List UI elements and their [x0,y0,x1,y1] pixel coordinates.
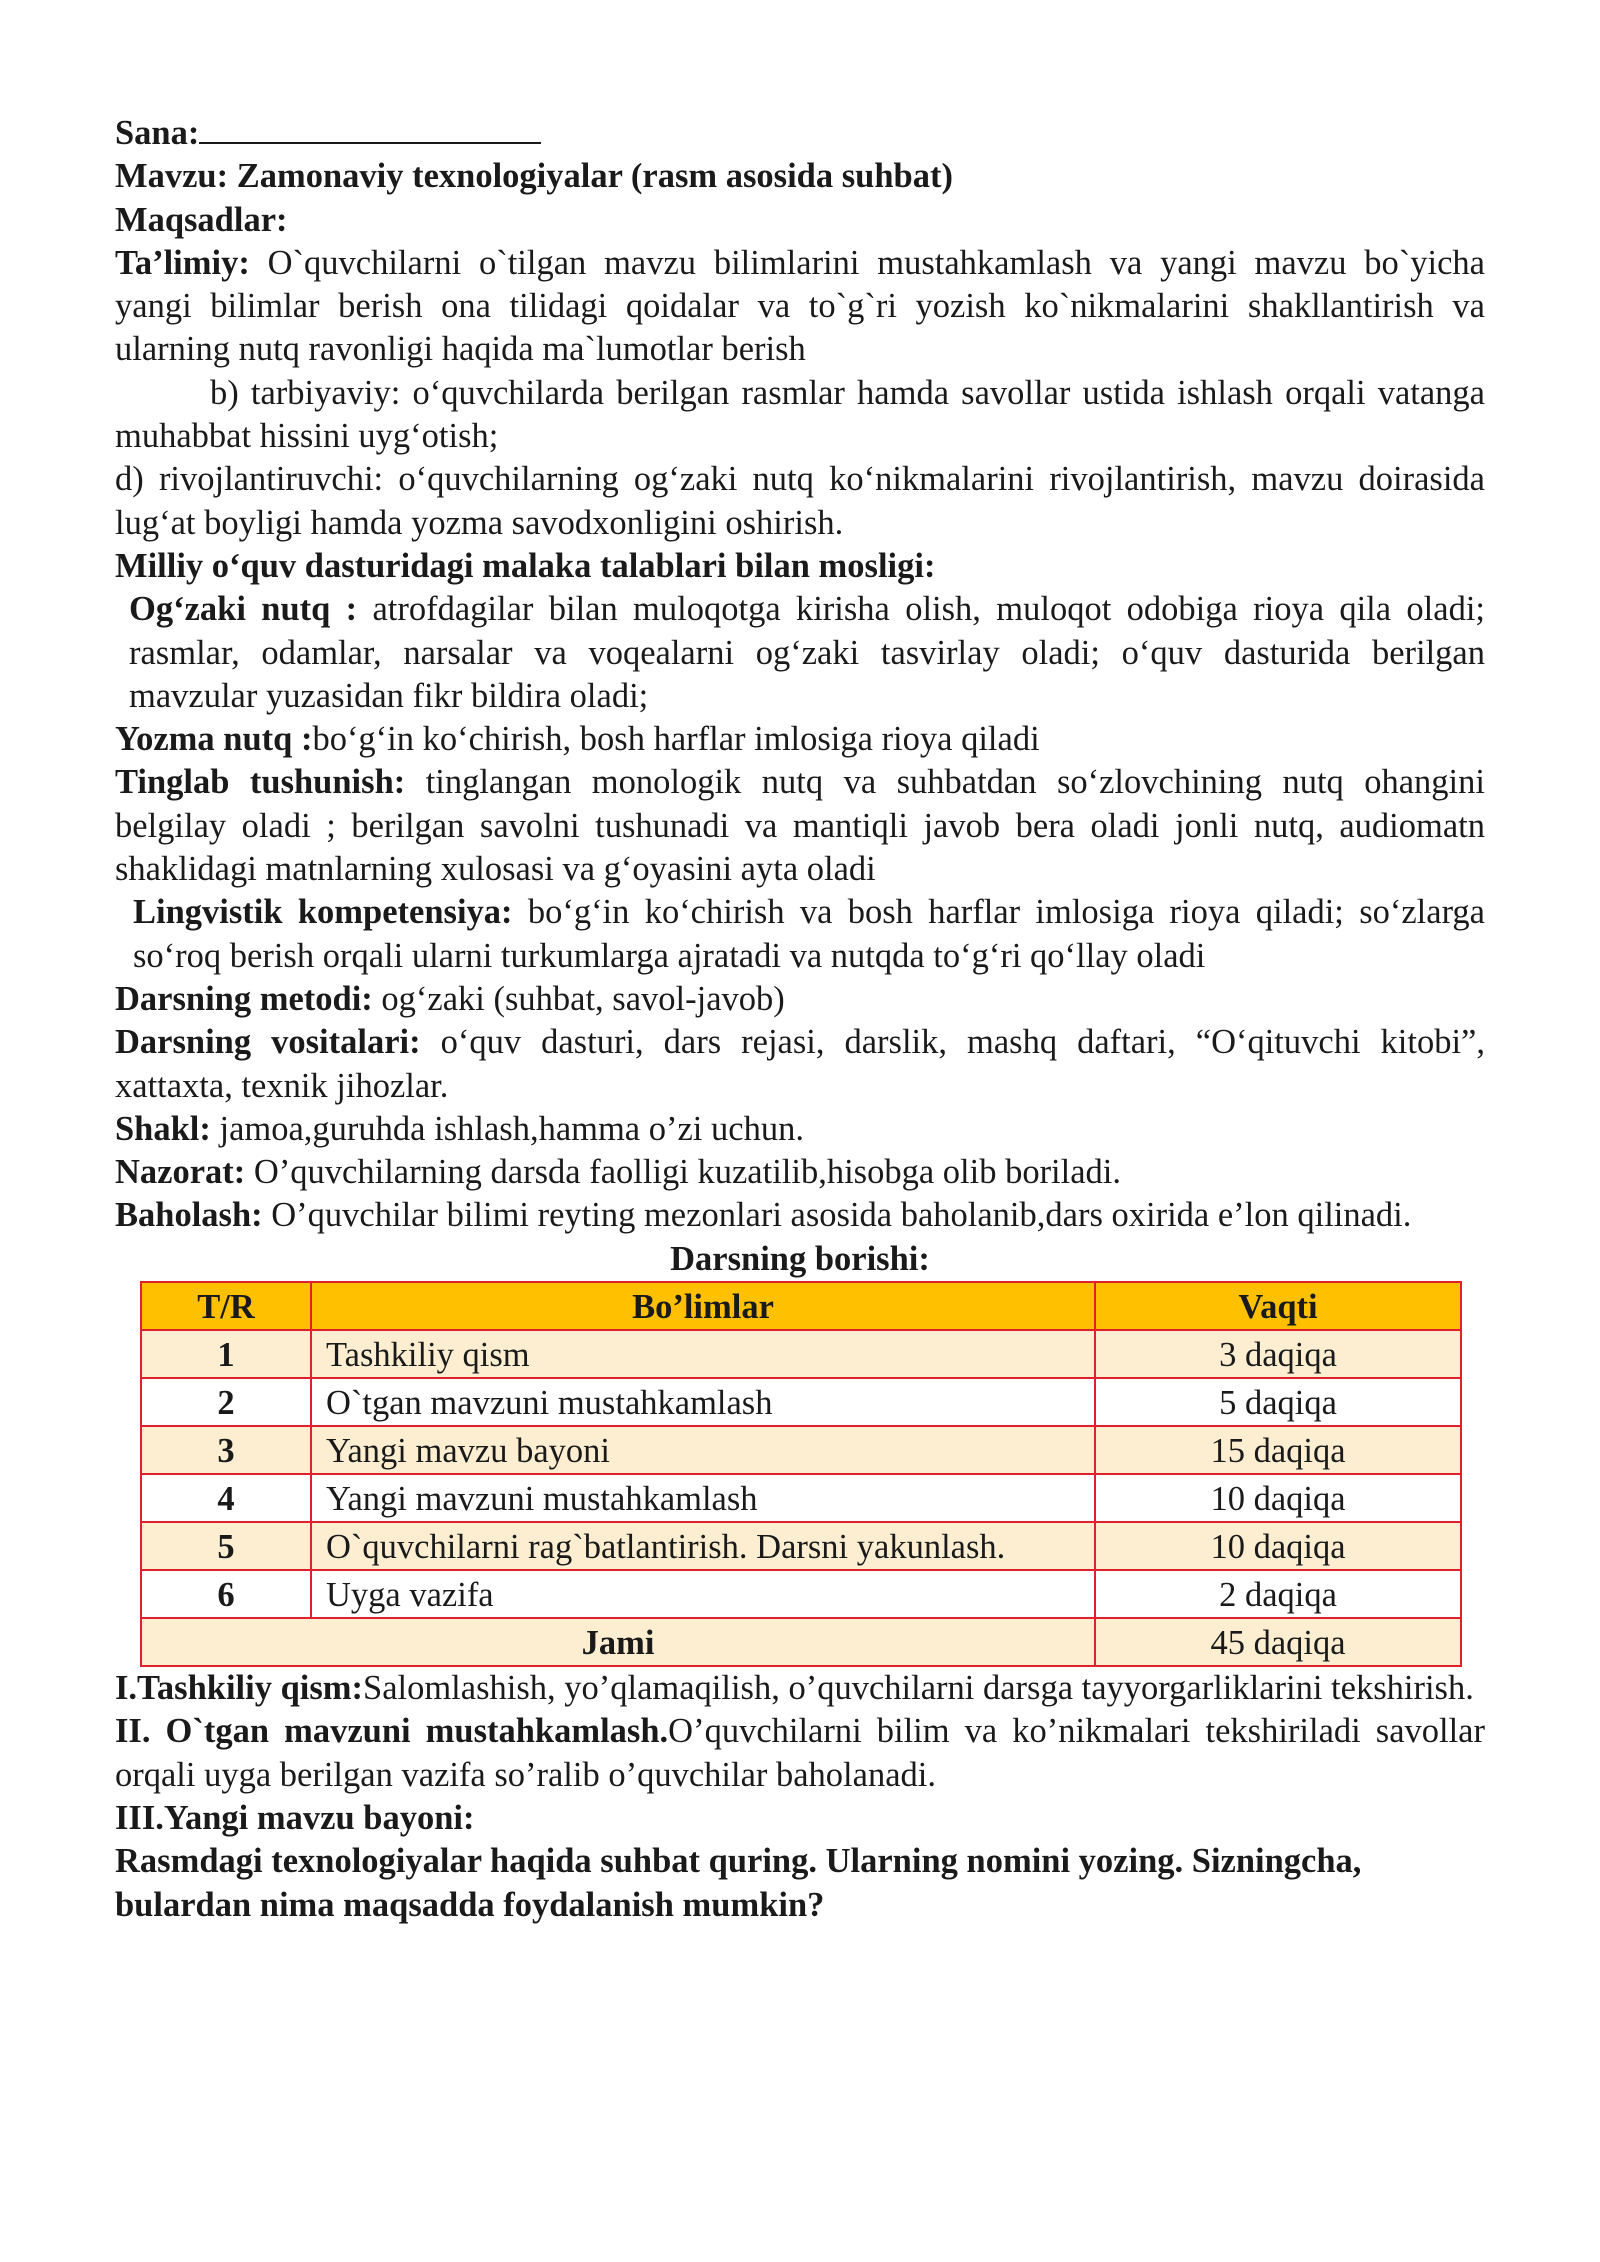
tinglab-text: tinglangan monologik nutq va suhbatdan so‘zlovchining nutq ohangini belgilay oladi ; berilgan savolni tushunadi va mantiqli javob bera oladi jonli nutq, audiomatn shaklidagi matnlarning xulosasi va g‘oyasini ayta oladi [115,763,1485,889]
table-row [141,1522,1461,1570]
vositalari-label: Darsning vositalari: [115,1023,421,1062]
row-number: 1 [141,1330,311,1378]
row-section: Uyga vazifa [311,1570,1095,1618]
table-row [141,1378,1461,1426]
tinglab-label: Tinglab tushunish: [115,763,406,802]
yozma-label: Yozma nutq : [115,720,313,759]
topic-line [115,155,1485,198]
metodi-label: Darsning metodi: [115,979,373,1018]
nazorat-paragraph [115,1151,1485,1194]
ogzaki-label: Og‘zaki nutq : [129,590,358,629]
table-row [141,1474,1461,1522]
column-header-tr: T/R [141,1282,311,1330]
row-time: 2 daqiqa [1095,1570,1461,1618]
row-time: 5 daqiqa [1095,1378,1461,1426]
row-number: 4 [141,1474,311,1522]
nazorat-label: Nazorat: [115,1153,246,1192]
mavzu-text: Zamonaviy texnologiyalar (rasm asosida suhbat) [236,157,953,196]
step2-text: O’quvchilarni bilim va ko’nikmalari tekshiriladi savollar orqali uyga berilgan vazifa so’ralib o’quvchilar baholanadi. [115,1712,1485,1794]
step1-text: Salomlashish, yo’qlamaqilish, o’quvchilarni darsga tayyorgarliklarini tekshirish. [363,1669,1474,1708]
rivojlantiruvchi-paragraph: d) rivojlantiruvchi: o‘quvchilarning og‘zaki nutq ko‘nikmalarini rivojlantirish, mavzu doirasida lug‘at boyligi hamda yozma savodxonligini oshirish. [115,460,1485,542]
nazorat-text: O’quvchilarning darsda faolligi kuzatilib,hisobga olib boriladi. [245,1153,1122,1192]
step3-heading: III.Yangi mavzu bayoni: [115,1798,475,1837]
row-section: Yangi mavzu bayoni [311,1426,1095,1474]
row-time: 10 daqiqa [1095,1522,1461,1570]
row-number: 2 [141,1378,311,1426]
table-row [141,1570,1461,1618]
row-number: 3 [141,1426,311,1474]
metodi-text: og‘zaki (suhbat, savol-javob) [372,979,785,1018]
column-header-time: Vaqti [1095,1282,1461,1330]
yozma-text: bo‘g‘in ko‘chirish, bosh harflar imlosiga rioya qiladi [312,720,1040,759]
table-header-row [141,1282,1461,1330]
step2-label: II. O`tgan mavzuni mustahkamlash. [115,1712,669,1751]
vositalari-paragraph [115,1021,1485,1108]
row-time: 15 daqiqa [1095,1426,1461,1474]
shakl-label: Shakl: [115,1109,211,1148]
shakl-paragraph [115,1108,1485,1151]
column-header-sections: Bo’limlar [311,1282,1095,1330]
vositalari-text: o‘quv dasturi, dars rejasi, darslik, mashq daftari, “O‘qituvchi kitobi”, xattaxta, texnik jihozlar. [115,1023,1485,1105]
talimiy-text: O`quvchilarni o`tilgan mavzu bilimlarini mustahkamlash va yangi mavzu bo`yicha yangi bilimlar berish ona tilidagi qoidalar va to`g`ri yozish ko`nikmalarini shakllantirish va ularning nutq ravonligi haqida ma`lumotlar berish [115,243,1485,369]
shakl-text: jamoa,guruhda ishlash,hamma o’zi uchun. [210,1109,804,1148]
row-section: O`quvchilarni rag`batlantirish. Darsni yakunlash. [311,1522,1095,1570]
standards-heading: Milliy o‘quv dasturidagi malaka talablari bilan mosligi: [115,546,936,585]
row-time: 10 daqiqa [1095,1474,1461,1522]
date-line [115,112,1485,155]
baholash-paragraph [115,1194,1485,1237]
row-section: Tashkiliy qism [311,1330,1095,1378]
baholash-label: Baholash: [115,1196,263,1235]
lesson-plan-page [115,112,1485,1927]
ogzaki-text: atrofdagilar bilan muloqotga kirisha olish, muloqot odobiga rioya qila oladi; rasmlar, odamlar, narsalar va voqealarni og‘zaki tasvirlay oladi; o‘quv dasturida berilgan mavzular yuzasidan fikr bildira oladi; [129,590,1485,715]
table-total-row [141,1618,1461,1666]
maqsadlar-heading: Maqsadlar: [115,200,288,239]
step1-label: I.Tashkiliy qism: [115,1669,364,1708]
talimiy-label: Ta’limiy: [115,243,250,282]
tinglab-paragraph [115,761,1485,891]
baholash-text: O’quvchilar bilimi reyting mezonlari asosida baholanib,dars oxirida e’lon qilinadi. [262,1196,1412,1235]
sana-label: Sana: [115,114,200,152]
yozma-paragraph [115,718,1485,761]
total-label: Jami [141,1618,1095,1666]
lesson-plan-table [140,1281,1462,1667]
metodi-paragraph [115,978,1485,1021]
row-section: O`tgan mavzuni mustahkamlash [311,1378,1095,1426]
lingvistik-text: bo‘g‘in ko‘chirish va bosh harflar imlosiga rioya qiladi; so‘zlarga so‘roq berish orqali ularni turkumlarga ajratadi va nutqda to‘g‘ri qo‘llay oladi [133,893,1485,975]
date-blank [199,112,541,144]
total-time: 45 daqiqa [1095,1618,1461,1666]
talimiy-paragraph [115,242,1485,372]
step2-paragraph [115,1710,1485,1797]
table-row [141,1330,1461,1378]
mavzu-label: Mavzu: [115,157,229,196]
row-time: 3 daqiqa [1095,1330,1461,1378]
plan-heading: Darsning borishi: [670,1239,930,1278]
task-paragraph: Rasmdagi texnologiyalar haqida suhbat quring. Ularning nomini yozing. Sizningcha, bulardan nima maqsadda foydalanish mumkin? [115,1842,1362,1924]
row-number: 6 [141,1570,311,1618]
lingvistik-paragraph [115,891,1485,978]
tarbiyaviy-paragraph: b) tarbiyaviy: o‘quvchilarda berilgan rasmlar hamda savollar ustida ishlash orqali vatanga muhabbat hissini uyg‘otish; [115,373,1485,456]
row-number: 5 [141,1522,311,1570]
row-section: Yangi mavzuni mustahkamlash [311,1474,1095,1522]
step1-paragraph [115,1667,1485,1710]
table-row [141,1426,1461,1474]
ogzaki-paragraph [115,588,1485,718]
lingvistik-label: Lingvistik kompetensiya: [133,893,513,932]
